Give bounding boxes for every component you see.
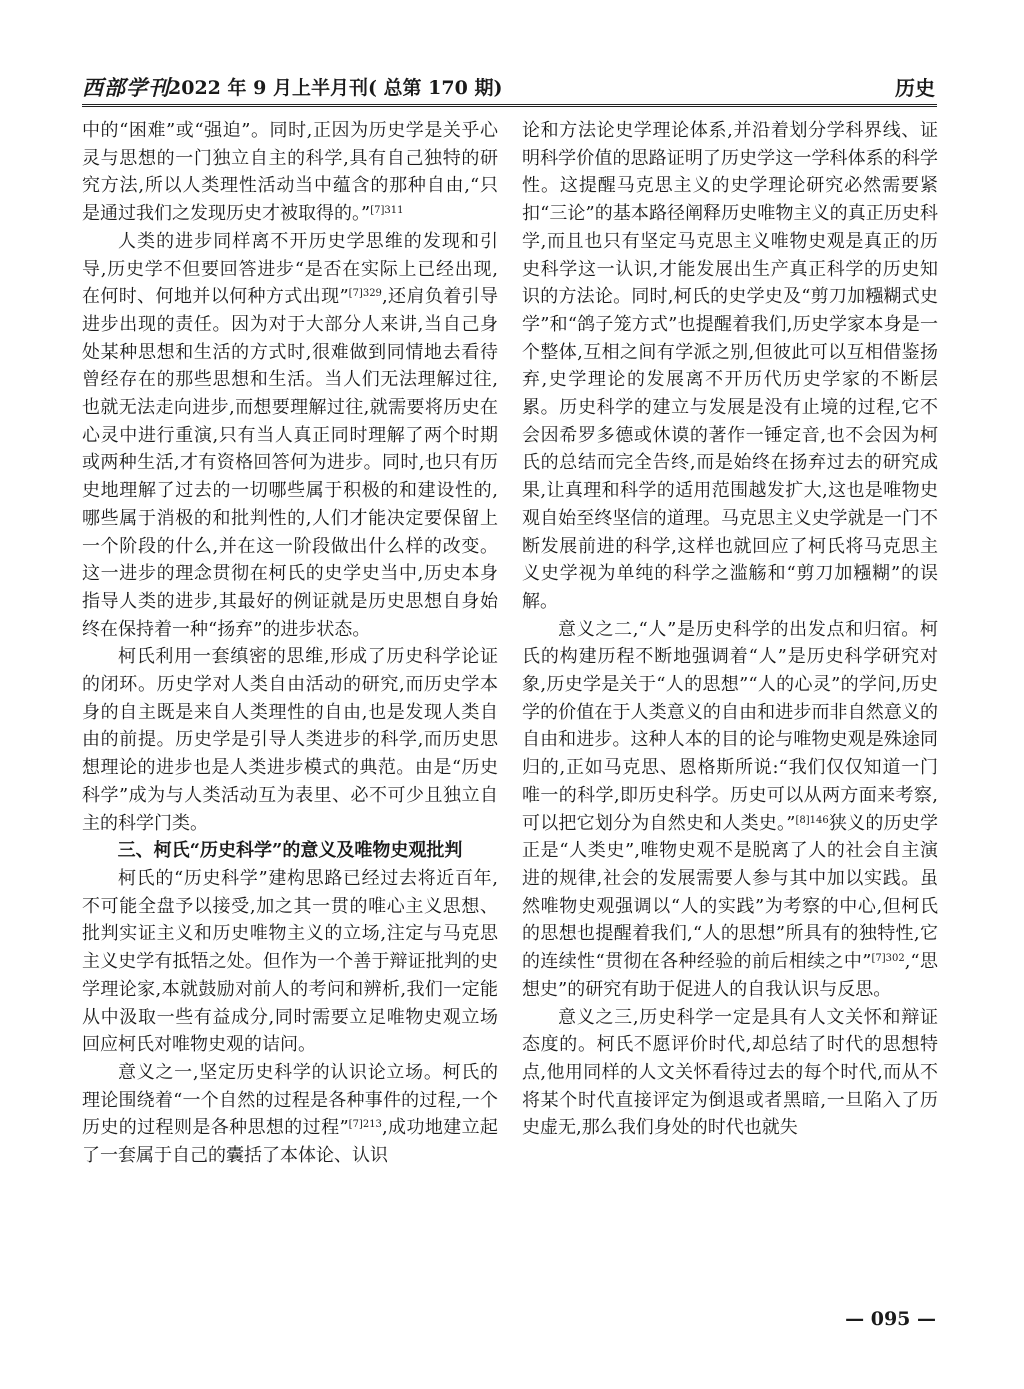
journal-logo: 西部学刊 — [82, 75, 170, 100]
citation: [7]329 — [348, 288, 382, 300]
paragraph: 柯氏的“历史科学”建构思路已经过去将近百年,不可能全盘予以接受,加之其一贯的唯心主义思想、批判实证主义和历史唯物主义的立场,注定与马克思主义史学有抵牾之处。但作为一个善于辩证批判的史学理论家,本就鼓励对前人的考问和辨析,我们一定能从中汲取一些有益成分,同时需要立足唯物史观立场回应柯氏对唯物史观的诘问。 — [82, 867, 498, 1056]
paragraph: 论和方法论史学理论体系,并沿着划分学科界线、证明科学价值的思路证明了历史学这一学科体系的科学性。这提醒马克思主义的史学理论研究必然需要紧扣“三论”的基本路径阐释历史唯物主义的真正历史科学,而且也只有坚定马克思主义唯物史观是真正的历史科学这一认识,才能发展出生产真正科学的历史知识的方法论。同时,柯氏的史学史及“剪刀加糨糊式史学”和“鸽子笼方式”也提醒着我们,历史学家本身是一个整体,互相之间有学派之别,但彼此可以互相借鉴扬弃,史学理论的发展离不开历代历史学家的不断层累。历史科学的建立与发展是没有止境的过程,它不会因希罗多德或休谟的著作一锤定音,也不会因为柯氏的总结而完全告终,而是始终在扬弃过去的研究成果,让真理和科学的适用范围越发扩大,这也是唯物史观自始至终坚信的道理。马克思主义史学就是一门不断发展前进的科学,这样也就回应了柯氏将马克思主义史学视为单纯的科学之滥觞和“剪刀加糨糊”的误解。 — [522, 120, 938, 612]
right-column — [522, 117, 938, 1142]
paragraph: 人类的进步同样离不开历史学思维的发现和引导,历史学不但要回答进步“是否在实际上已经出现,在何时、何地并以何种方式出现”$^{[7]329}$,还肩负着引导进步出现的责任。因为对于大部分人来讲,当自己身处某种思想和生活的方式时,很难做到同情地去看待曾经存在的那些思想和生活。当人们无法理解过往,也就无法走向进步,而想要理解过往,就需要将历史在心灵中进行重演,只有当人真正同时理解了两个时期或两种生活,才有资格回答何为进步。同时,也只有历史地理解了过去的一切哪些属于积极的和建设性的,哪些属于消极的和批判性的,人们才能决定要保留上一个阶段的什么,并在这一阶段做出什么样的改变。这一进步的理念贯彻在柯氏的史学史当中,历史本身指导人类的进步,其最好的例证就是历史思想自身始终在保持着一种“扬弃”的进步状态。 — [82, 230, 498, 640]
issue-info: 2022 年 9 月上半月刊( 总第 170 期) — [168, 77, 503, 99]
paragraph: 意义之一,坚定历史科学的认识论立场。柯氏的理论围绕着“一个自然的过程是各种事件的过程,一个历史的过程则是各种思想的过程”$^{[7]213}$,成功地建立起了一套属于自己的囊括了本体论、认识 — [82, 1061, 498, 1167]
section-label: 历史 — [895, 76, 935, 100]
page-number: — 095 — — [845, 1308, 936, 1330]
paragraph: 中的“困难”或“强迫”。同时,正因为历史学是关乎心灵与思想的一门独立自主的科学,具有自己独特的研究方法,所以人类理性活动当中蕴含的那种自由,“只是通过我们之发现历史才被取得的。”$^{[7]311}$ — [82, 120, 498, 225]
citation: [7]311 — [370, 205, 404, 217]
citation: [7]213 — [348, 1119, 382, 1131]
citation: [7]302 — [871, 953, 905, 965]
citation: [8]146 — [795, 814, 829, 826]
paragraph: 柯氏利用一套缜密的思维,形成了历史科学论证的闭环。历史学对人类自由活动的研究,而历史学本身的自主既是来自人类理性的自由,也是发现人类自由的前提。历史学是引导人类进步的科学,而历史思想理论的进步也是人类进步模式的典范。由是“历史科学”成为与人类活动互为表里、必不可少且独立自主的科学门类。 — [82, 646, 498, 834]
paragraph: 意义之二,“人”是历史科学的出发点和归宿。柯氏的构建历程不断地强调着“人”是历史科学研究对象,历史学是关于“人的思想”“人的心灵”的学问,历史学的价值在于人类意义的自由和进步而非自然意义的自由和进步。这种人本的目的论与唯物史观是殊途同归的,正如马克思、恩格斯所说:“我们仅仅知道一门唯一的科学,即历史科学。历史可以从两方面来考察,可以把它划分为自然史和人类史。”$^{[8]146}$狭义的历史学正是“人类史”,唯物史观不是脱离了人的社会自主演进的规律,社会的发展需要人参与其中加以实践。虽然唯物史观强调以“人的实践”为考察的中心,但柯氏的思想也提醒着我们,“人的思想”所具有的独特性,它的连续性“贯彻在各种经验的前后相续之中”$^{[7]302}$,“思想史”的研究有助于促进人的自我认识与反思。 — [522, 618, 938, 1000]
left-column — [82, 117, 498, 1170]
section-heading: 三、柯氏“历史科学”的意义及唯物史观批判 — [117, 840, 463, 862]
running-header — [82, 68, 937, 107]
paragraph: 意义之三,历史科学一定是具有人文关怀和辩证态度的。柯氏不愿评价时代,却总结了时代的思想特点,他用同样的人文关怀看待过去的每个时代,而从不将某个时代直接评定为倒退或者黑暗,一旦陷入了历史虚无,那么我们身处的时代也就失 — [522, 1006, 938, 1139]
